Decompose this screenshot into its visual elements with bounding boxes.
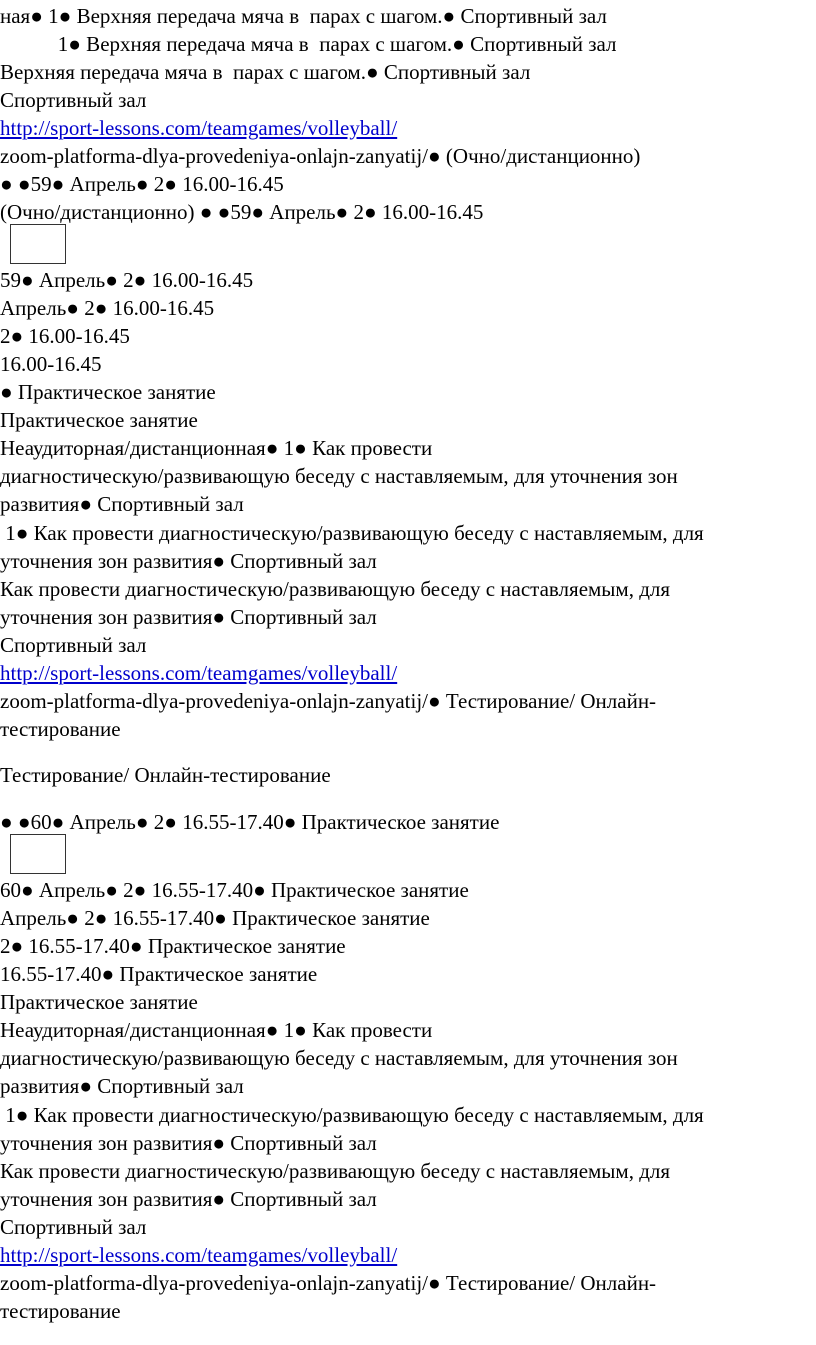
text-line: Неаудиторная/дистанционная● 1● Как провести xyxy=(0,436,433,460)
text-line: ● Практическое занятие xyxy=(0,380,216,404)
text-line: 16.55-17.40● Практическое занятие xyxy=(0,962,318,986)
text-line: Спортивный зал xyxy=(0,633,147,657)
text-line: Как провести диагностическую/развивающую беседу с наставляемым, для xyxy=(0,577,671,601)
text-line: уточнения зон развития● Спортивный зал xyxy=(0,549,377,573)
text-line: Неаудиторная/дистанционная● 1● Как провести xyxy=(0,1018,433,1042)
text-line: zoom-platforma-dlya-provedeniya-onlajn-zanyatij/● Тестирование/ Онлайн- xyxy=(0,1271,657,1295)
text-line: zoom-platforma-dlya-provedeniya-onlajn-zanyatij/● (Очно/дистанционно) xyxy=(0,144,641,168)
volleyball-link[interactable]: http://sport-lessons.com/teamgames/volleyball/ xyxy=(0,1243,398,1267)
text-line: диагностическую/развивающую беседу с наставляемым, для уточнения зон xyxy=(0,464,678,488)
text-line: ● ●59● Апрель● 2● 16.00-16.45 xyxy=(0,172,284,196)
volleyball-link[interactable]: http://sport-lessons.com/teamgames/volleyball/ xyxy=(0,661,398,685)
text-line: ная● 1● Верхняя передача мяча в парах с шагом.● Спортивный зал xyxy=(0,4,607,28)
text-line: 1● Как провести диагностическую/развивающую беседу с наставляемым, для xyxy=(0,1103,704,1127)
empty-box xyxy=(10,834,66,874)
text-line: Практическое занятие xyxy=(0,990,198,1014)
text-line: zoom-platforma-dlya-provedeniya-onlajn-zanyatij/● Тестирование/ Онлайн- xyxy=(0,689,657,713)
text-line: 59● Апрель● 2● 16.00-16.45 xyxy=(0,268,254,292)
text-line: 60● Апрель● 2● 16.55-17.40● Практическое занятие xyxy=(0,878,469,902)
text-line: ● ●60● Апрель● 2● 16.55-17.40● Практическое занятие xyxy=(0,810,500,834)
text-line: уточнения зон развития● Спортивный зал xyxy=(0,1187,377,1211)
text-line: Спортивный зал xyxy=(0,1215,147,1239)
text-line: развития● Спортивный зал xyxy=(0,1074,244,1098)
text-line: уточнения зон развития● Спортивный зал xyxy=(0,605,377,629)
text-line: Спортивный зал xyxy=(0,88,147,112)
text-line: Апрель● 2● 16.55-17.40● Практическое занятие xyxy=(0,906,430,930)
text-line: 2● 16.00-16.45 xyxy=(0,324,130,348)
text-line: диагностическую/развивающую беседу с наставляемым, для уточнения зон xyxy=(0,1046,678,1070)
text-line: 2● 16.55-17.40● Практическое занятие xyxy=(0,934,346,958)
volleyball-link[interactable]: http://sport-lessons.com/teamgames/volleyball/ xyxy=(0,116,398,140)
text-line: тестирование xyxy=(0,1299,121,1323)
text-line: (Очно/дистанционно) ● ●59● Апрель● 2● 16.00-16.45 xyxy=(0,200,484,224)
text-line: Верхняя передача мяча в парах с шагом.● Спортивный зал xyxy=(0,60,531,84)
text-line: Практическое занятие xyxy=(0,408,198,432)
text-line: уточнения зон развития● Спортивный зал xyxy=(0,1131,377,1155)
empty-box xyxy=(10,224,66,264)
text-line: 16.00-16.45 xyxy=(0,352,102,376)
text-line: 1● Верхняя передача мяча в парах с шагом.● Спортивный зал xyxy=(0,32,617,56)
text-line: Тестирование/ Онлайн-тестирование xyxy=(0,763,331,787)
text-line: Как провести диагностическую/развивающую беседу с наставляемым, для xyxy=(0,1159,671,1183)
text-line: Апрель● 2● 16.00-16.45 xyxy=(0,296,215,320)
text-line: 1● Как провести диагностическую/развивающую беседу с наставляемым, для xyxy=(0,521,704,545)
text-line: тестирование xyxy=(0,717,121,741)
text-line: развития● Спортивный зал xyxy=(0,492,244,516)
